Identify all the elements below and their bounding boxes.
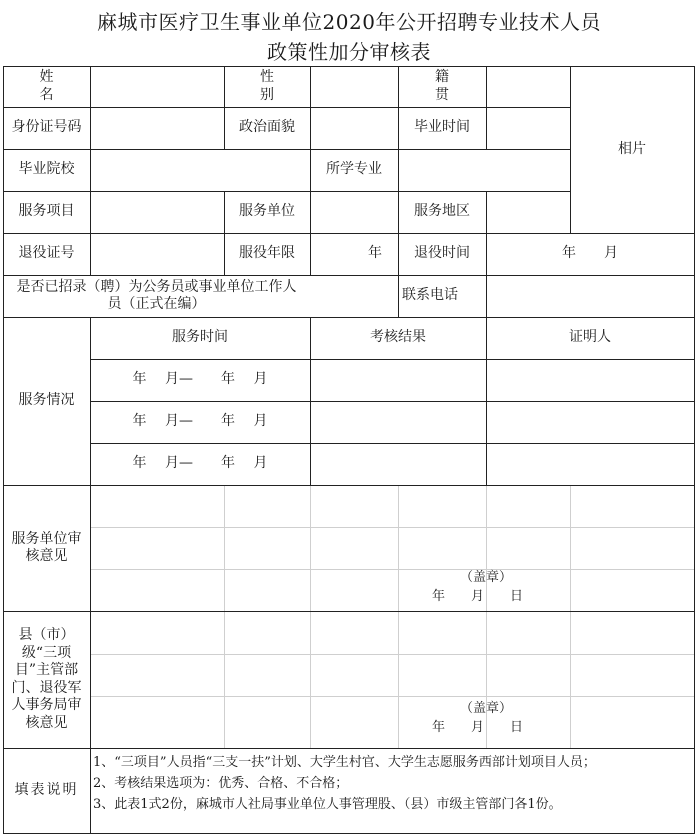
- discharge-time-value: 年 月: [562, 245, 618, 262]
- label-service-status: 服务情况: [18, 392, 75, 409]
- label-graduation-time: 毕业时间: [414, 119, 470, 136]
- unit-seal-date: 年 月 日: [432, 589, 524, 604]
- note-2: 2、考核结果选项为：优秀、合格、不合格；: [93, 776, 349, 791]
- label-service-unit: 服务单位: [239, 203, 295, 220]
- label-school: 毕业院校: [18, 161, 75, 178]
- service-date-range-3: 年 月— 年 月: [132, 455, 268, 472]
- note-1: 1、“三项目”人员指“三支一扶”计划、大学生村官、大学生志愿服务西部计划项目人员；: [93, 755, 596, 770]
- service-years-unit: 年: [368, 245, 382, 262]
- label-instructions: 填表说明: [14, 781, 79, 798]
- service-date-range-1: 年 月— 年 月: [132, 371, 268, 388]
- label-discharge-cert: 退役证号: [18, 245, 75, 262]
- label-contact-phone: 联系电话: [402, 287, 458, 304]
- label-gender: 性 别: [260, 69, 292, 103]
- label-name: 姓 名: [39, 69, 72, 103]
- label-political-status: 政治面貌: [239, 119, 295, 136]
- form-title-line2: 政策性加分审核表: [267, 40, 431, 64]
- label-id-number: 身份证号码: [11, 119, 82, 136]
- label-county-opinion: 县（市）级“三项目”主管部门、退役军人事务局审核意见: [11, 627, 82, 731]
- label-service-project: 服务项目: [18, 203, 75, 220]
- label-service-region: 服务地区: [414, 203, 470, 220]
- form-title-line1: 麻城市医疗卫生事业单位2020年公开招聘专业技术人员: [97, 10, 601, 34]
- label-unit-opinion: 服务单位审核意见: [11, 530, 82, 564]
- service-date-range-2: 年 月— 年 月: [132, 413, 268, 430]
- header-witness: 证明人: [569, 329, 611, 346]
- county-seal-date: 年 月 日: [432, 720, 524, 735]
- label-discharge-time: 退役时间: [414, 245, 470, 262]
- header-service-time: 服务时间: [172, 329, 228, 346]
- note-3: 3、此表1式2份，麻城市人社局事业单位人事管理股、（县）市级主管部门各1份。: [93, 797, 562, 812]
- label-already-hired: 是否已招录（聘）为公务员或事业单位工作人员（正式在编）: [16, 278, 297, 312]
- label-major: 所学专业: [326, 161, 382, 178]
- instructions-notes: [93, 752, 693, 815]
- unit-seal-label: （盖章）: [460, 570, 513, 585]
- county-seal-label: （盖章）: [460, 701, 513, 716]
- header-assessment-result: 考核结果: [370, 329, 426, 346]
- photo-box: 相片: [618, 140, 646, 157]
- label-native-place: 籍 贯: [435, 69, 467, 103]
- label-service-years: 服役年限: [239, 245, 295, 262]
